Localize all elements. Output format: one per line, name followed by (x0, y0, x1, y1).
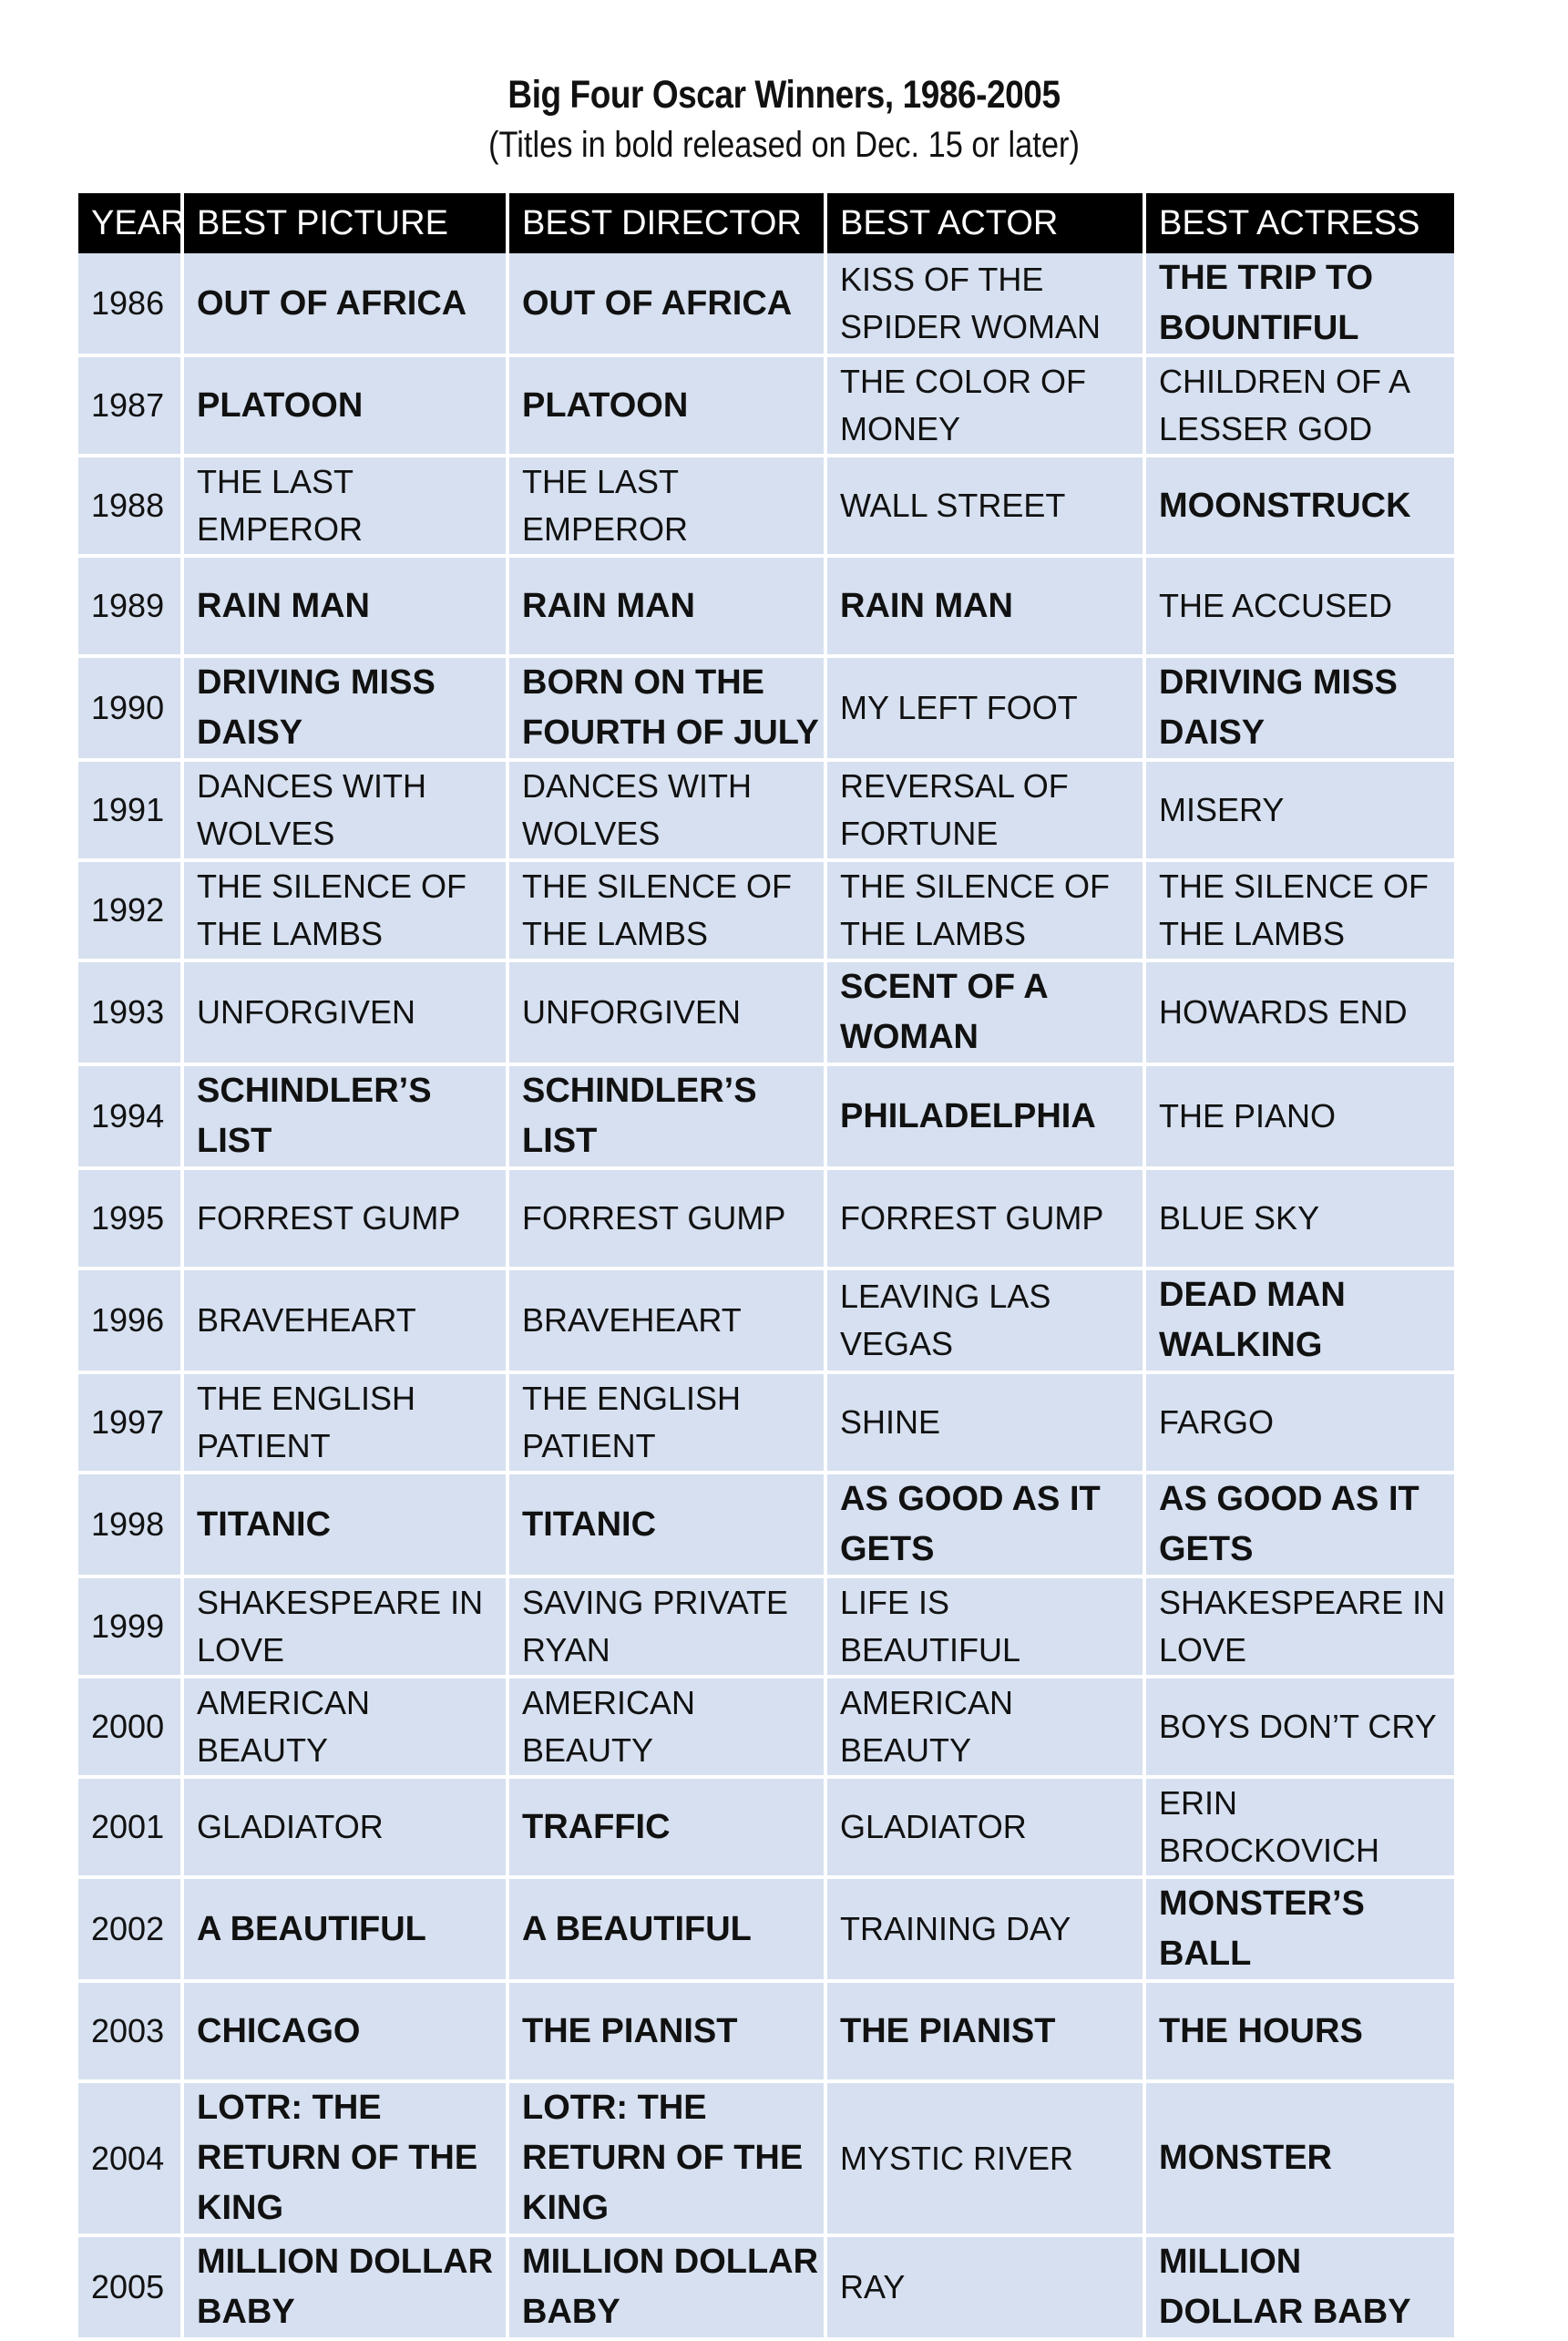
best-director-cell (507, 760, 825, 860)
best-director-title: FORREST GUMP (522, 1199, 786, 1237)
year-cell: 2003 (78, 1981, 182, 2081)
best-actress-title: AS GOOD AS IT GETS (1159, 1480, 1419, 1568)
best-picture-cell (182, 960, 507, 1064)
best-director-cell (507, 1981, 825, 2081)
best-director-title: DANCES WITH WOLVES (522, 767, 752, 852)
best-director-title: BRAVEHEART (522, 1301, 742, 1339)
table-row (78, 1981, 1454, 2081)
best-actress-title: MOONSTRUCK (1159, 486, 1411, 525)
year-cell: 1997 (78, 1372, 182, 1473)
column-header-best-director: BEST DIRECTOR (507, 193, 825, 253)
best-actor-cell (825, 1877, 1144, 1981)
best-director-cell (507, 1777, 825, 1877)
best-actor-title: TRAINING DAY (840, 1910, 1071, 1947)
best-actor-cell (825, 1473, 1144, 1576)
best-actress-title: MILLION DOLLAR BABY (1159, 2243, 1411, 2331)
best-actor-title: THE PIANIST (840, 2011, 1056, 2050)
year-cell: 1998 (78, 1473, 182, 1576)
best-actor-cell (825, 656, 1144, 760)
table-row (78, 1372, 1454, 1473)
best-director-cell (507, 656, 825, 760)
table-row (78, 2235, 1454, 2339)
column-header-best-actor: BEST ACTOR (825, 193, 1144, 253)
best-actor-title: LEAVING LAS VEGAS (840, 1278, 1051, 1362)
table-row (78, 1576, 1454, 1677)
best-actress-title: CHILDREN OF A LESSER GOD (1159, 363, 1409, 447)
year-cell: 2005 (78, 2235, 182, 2339)
oscar-winners-table (78, 193, 1454, 2341)
best-actress-title: THE SILENCE OF THE LAMBS (1159, 868, 1430, 952)
best-picture-title: RAIN MAN (197, 586, 370, 625)
best-picture-cell (182, 355, 507, 456)
best-actress-cell (1144, 355, 1454, 456)
best-director-title: LOTR: THE RETURN OF THE KING (522, 2089, 804, 2227)
best-actress-title: FARGO (1159, 1403, 1275, 1441)
table-row (78, 1777, 1454, 1877)
table-row (78, 1268, 1454, 1372)
best-actor-cell (825, 860, 1144, 960)
page-header (0, 71, 1568, 171)
best-actress-title: MONSTER’S BALL (1159, 1884, 1365, 1973)
best-actor-title: GLADIATOR (840, 1808, 1027, 1845)
best-actor-cell (825, 1372, 1144, 1473)
best-picture-title: CHICAGO (197, 2011, 361, 2050)
best-director-title: THE PIANIST (522, 2011, 738, 2050)
table-row (78, 1064, 1454, 1168)
best-actress-cell (1144, 1168, 1454, 1268)
best-actress-title: DEAD MAN WALKING (1159, 1276, 1346, 1364)
best-actor-title: THE COLOR OF MONEY (840, 363, 1087, 447)
best-actress-title: BOYS DON’T CRY (1159, 1708, 1437, 1745)
table-row (78, 656, 1454, 760)
year-cell: 1999 (78, 1576, 182, 1677)
best-director-title: RAIN MAN (522, 586, 695, 625)
best-actress-cell (1144, 556, 1454, 656)
best-director-title: UNFORGIVEN (522, 993, 742, 1031)
best-director-cell (507, 456, 825, 556)
best-picture-title: THE LAST EMPEROR (197, 463, 364, 548)
best-director-title: SAVING PRIVATE RYAN (522, 1584, 789, 1668)
best-actor-title: MYSTIC RIVER (840, 2139, 1074, 2177)
best-actor-cell (825, 2235, 1144, 2339)
best-actor-cell (825, 760, 1144, 860)
best-actress-cell (1144, 760, 1454, 860)
best-picture-cell (182, 1576, 507, 1677)
table-row (78, 760, 1454, 860)
best-picture-cell (182, 1777, 507, 1877)
best-picture-title: PLATOON (197, 385, 364, 425)
best-actor-title: REVERSAL OF FORTUNE (840, 767, 1069, 852)
best-actor-cell (825, 1576, 1144, 1677)
best-actress-title: BLUE SKY (1159, 1199, 1320, 1237)
best-director-title: MILLION DOLLAR BABY (522, 2243, 819, 2331)
year-cell: 1990 (78, 656, 182, 760)
best-picture-title: A BEAUTIFUL (197, 1909, 426, 1948)
best-picture-title: SCHINDLER’S LIST (197, 1072, 432, 1160)
best-picture-cell (182, 556, 507, 656)
best-actress-title: ERIN BROCKOVICH (1159, 1784, 1380, 1869)
best-actress-title: THE HOURS (1159, 2011, 1363, 2050)
best-actor-cell (825, 1677, 1144, 1777)
best-actress-cell (1144, 1064, 1454, 1168)
best-director-cell (507, 1877, 825, 1981)
best-picture-title: BRAVEHEART (197, 1301, 416, 1339)
best-picture-title: SHAKESPEARE IN LOVE (197, 1584, 484, 1668)
best-picture-cell (182, 1168, 507, 1268)
best-director-cell (507, 960, 825, 1064)
best-actress-cell (1144, 1576, 1454, 1677)
best-director-cell (507, 1473, 825, 1576)
year-cell: 1995 (78, 1168, 182, 1268)
year-cell: 2002 (78, 1877, 182, 1981)
best-actor-title: FORREST GUMP (840, 1199, 1104, 1237)
best-picture-title: TITANIC (197, 1504, 332, 1544)
column-header-best-actress: BEST ACTRESS (1144, 193, 1454, 253)
best-director-title: THE LAST EMPEROR (522, 463, 689, 548)
best-actress-cell (1144, 1372, 1454, 1473)
best-actor-title: MY LEFT FOOT (840, 689, 1078, 726)
best-actress-title: MONSTER (1159, 2139, 1332, 2177)
best-actress-title: THE PIANO (1159, 1097, 1337, 1135)
table-row (78, 253, 1454, 355)
best-actor-title: SHINE (840, 1403, 941, 1441)
best-actor-title: RAIN MAN (840, 586, 1013, 625)
page-title: Big Four Oscar Winners, 1986-2005 (507, 73, 1061, 117)
year-cell: 1989 (78, 556, 182, 656)
year-cell: 1986 (78, 253, 182, 355)
best-director-cell (507, 2235, 825, 2339)
best-director-title: A BEAUTIFUL (522, 1909, 752, 1948)
best-actress-cell (1144, 2235, 1454, 2339)
best-picture-cell (182, 1064, 507, 1168)
best-actor-cell (825, 556, 1144, 656)
best-picture-title: AMERICAN BEAUTY (197, 1684, 371, 1769)
best-picture-cell (182, 253, 507, 355)
best-actor-title: AMERICAN BEAUTY (840, 1684, 1014, 1769)
best-actress-cell (1144, 960, 1454, 1064)
best-actor-cell (825, 456, 1144, 556)
best-actress-cell (1144, 1777, 1454, 1877)
best-director-cell (507, 556, 825, 656)
best-actress-cell (1144, 1268, 1454, 1372)
table-row (78, 960, 1454, 1064)
best-actor-title: LIFE IS BEAUTIFUL (840, 1584, 1021, 1668)
best-picture-title: DANCES WITH WOLVES (197, 767, 426, 852)
page-subtitle: (Titles in bold released on Dec. 15 or later) (488, 125, 1080, 165)
best-director-title: BORN ON THE FOURTH OF JULY (522, 663, 819, 752)
best-actor-title: WALL STREET (840, 487, 1066, 524)
best-actress-cell (1144, 253, 1454, 355)
best-picture-title: LOTR: THE RETURN OF THE KING (197, 2089, 478, 2227)
best-actress-title: HOWARDS END (1159, 993, 1408, 1031)
best-picture-title: DRIVING MISS DAISY (197, 663, 436, 752)
best-actress-title: SHAKESPEARE IN LOVE (1159, 1584, 1446, 1668)
best-picture-cell (182, 1372, 507, 1473)
best-director-title: TRAFFIC (522, 1807, 671, 1846)
best-actor-cell (825, 1981, 1144, 2081)
best-director-cell (507, 355, 825, 456)
best-director-cell (507, 1064, 825, 1168)
best-actress-cell (1144, 1473, 1454, 1576)
best-picture-title: THE ENGLISH PATIENT (197, 1380, 416, 1464)
best-actor-title: KISS OF THE SPIDER WOMAN (840, 261, 1102, 345)
best-picture-cell (182, 1877, 507, 1981)
best-actor-cell (825, 960, 1144, 1064)
table-row (78, 1168, 1454, 1268)
best-picture-cell (182, 2235, 507, 2339)
table-row (78, 860, 1454, 960)
best-actress-cell (1144, 456, 1454, 556)
year-cell: 1994 (78, 1064, 182, 1168)
best-actor-cell (825, 1064, 1144, 1168)
best-actor-cell (825, 2081, 1144, 2235)
best-picture-title: FORREST GUMP (197, 1199, 461, 1237)
best-picture-cell (182, 860, 507, 960)
year-cell: 1988 (78, 456, 182, 556)
best-actress-title: MISERY (1159, 791, 1285, 828)
year-cell: 2001 (78, 1777, 182, 1877)
best-director-title: PLATOON (522, 385, 689, 425)
best-director-title: THE SILENCE OF THE LAMBS (522, 868, 793, 952)
best-picture-cell (182, 1981, 507, 2081)
best-picture-cell (182, 1677, 507, 1777)
best-actress-cell (1144, 1877, 1454, 1981)
best-picture-cell (182, 760, 507, 860)
best-director-title: THE ENGLISH PATIENT (522, 1380, 742, 1464)
best-director-cell (507, 1268, 825, 1372)
best-picture-cell (182, 1473, 507, 1576)
best-actor-cell (825, 355, 1144, 456)
best-actor-cell (825, 1168, 1144, 1268)
best-actress-cell (1144, 1981, 1454, 2081)
best-picture-title: MILLION DOLLAR BABY (197, 2243, 494, 2331)
table-row (78, 456, 1454, 556)
best-picture-title: UNFORGIVEN (197, 993, 416, 1031)
best-actor-title: SCENT OF A WOMAN (840, 968, 1048, 1056)
header-row (78, 193, 1454, 253)
best-director-cell (507, 1677, 825, 1777)
best-director-cell (507, 860, 825, 960)
table-body (78, 253, 1454, 2339)
column-header-best-picture: BEST PICTURE (182, 193, 507, 253)
best-picture-cell (182, 1268, 507, 1372)
best-picture-cell (182, 2081, 507, 2235)
best-director-cell (507, 1576, 825, 1677)
table-row (78, 556, 1454, 656)
year-cell: 2000 (78, 1677, 182, 1777)
best-picture-title: THE SILENCE OF THE LAMBS (197, 868, 467, 952)
best-picture-title: OUT OF AFRICA (197, 283, 467, 323)
best-actress-cell (1144, 860, 1454, 960)
best-director-cell (507, 253, 825, 355)
best-actress-title: DRIVING MISS DAISY (1159, 663, 1398, 752)
best-director-title: OUT OF AFRICA (522, 283, 793, 323)
best-picture-cell (182, 456, 507, 556)
best-actress-cell (1144, 1677, 1454, 1777)
table-row (78, 1677, 1454, 1777)
best-actress-cell (1144, 2081, 1454, 2235)
column-header-year: YEAR (78, 193, 182, 253)
best-actor-cell (825, 1777, 1144, 1877)
best-actor-title: RAY (840, 2268, 906, 2305)
best-picture-title: GLADIATOR (197, 1808, 384, 1845)
best-actress-title: THE ACCUSED (1159, 587, 1393, 624)
year-cell: 1987 (78, 355, 182, 456)
best-actor-cell (825, 1268, 1144, 1372)
table-row (78, 1473, 1454, 1576)
best-actor-title: THE SILENCE OF THE LAMBS (840, 868, 1111, 952)
best-picture-cell (182, 656, 507, 760)
year-cell: 1996 (78, 1268, 182, 1372)
table-header (78, 193, 1454, 253)
best-director-cell (507, 2081, 825, 2235)
best-director-title: AMERICAN BEAUTY (522, 1684, 696, 1769)
table-row (78, 2081, 1454, 2235)
year-cell: 2004 (78, 2081, 182, 2235)
year-cell: 1992 (78, 860, 182, 960)
best-actor-title: PHILADELPHIA (840, 1096, 1096, 1135)
year-cell: 1991 (78, 760, 182, 860)
best-actress-title: THE TRIP TO BOUNTIFUL (1159, 259, 1374, 347)
best-director-cell (507, 1372, 825, 1473)
best-director-cell (507, 1168, 825, 1268)
table-row (78, 1877, 1454, 1981)
best-director-title: SCHINDLER’S LIST (522, 1072, 757, 1160)
best-director-title: TITANIC (522, 1504, 657, 1544)
best-actor-cell (825, 253, 1144, 355)
table-row (78, 355, 1454, 456)
best-actress-cell (1144, 656, 1454, 760)
year-cell: 1993 (78, 960, 182, 1064)
best-actor-title: AS GOOD AS IT GETS (840, 1480, 1101, 1568)
